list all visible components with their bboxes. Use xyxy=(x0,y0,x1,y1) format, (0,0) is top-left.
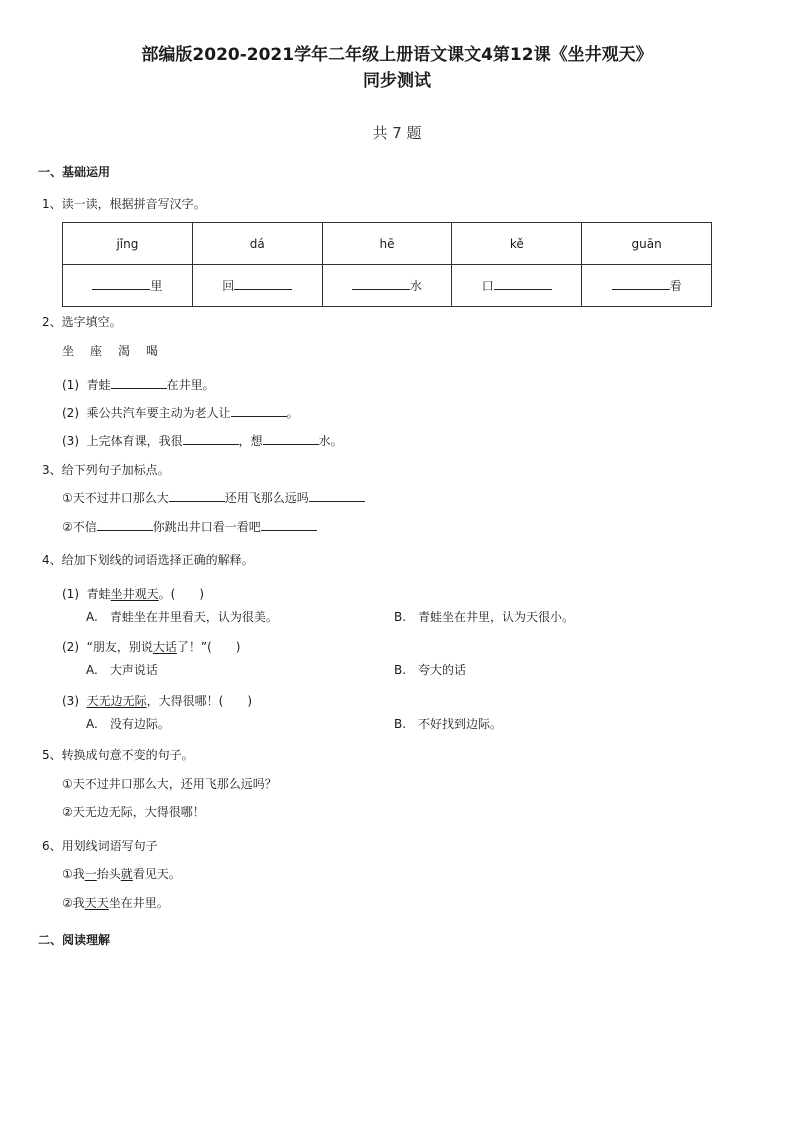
item-text: 青蛙 xyxy=(86,587,111,601)
pinyin-table xyxy=(62,222,712,307)
question-count: 共 7 题 xyxy=(372,124,422,142)
section-title-reading: 二、阅读理解 xyxy=(38,933,111,947)
item-text: 乘公共汽车要主动为老人让 xyxy=(86,406,231,420)
underlined-word: 一 xyxy=(84,867,97,881)
item-text: 了！”( ) xyxy=(176,640,241,654)
fill-blank[interactable] xyxy=(169,490,225,502)
item-number: (1) xyxy=(62,587,79,601)
item-text: 。( ) xyxy=(158,587,205,601)
underlined-phrase: 天无边无际 xyxy=(86,694,147,708)
answer-char: 里 xyxy=(150,279,163,293)
pinyin-cell: hē xyxy=(322,223,452,265)
section-title-basic: 一、基础运用 xyxy=(38,165,111,179)
question-3-prompt: 3、给下列句子加标点。 xyxy=(42,463,170,477)
pinyin-cell: dá xyxy=(192,223,322,265)
item-text: 坐在井里。 xyxy=(108,896,169,910)
question-6-prompt: 6、用划线词语写句子 xyxy=(42,839,158,853)
pinyin-cell: guān xyxy=(582,223,712,265)
answer-cell[interactable] xyxy=(192,265,322,307)
question-4-item-3 xyxy=(62,692,252,709)
item-text: 上完体育课，我很 xyxy=(86,434,183,448)
item-text: 抬头 xyxy=(96,867,121,881)
question-4-prompt: 4、给加下划线的词语选择正确的解释。 xyxy=(42,553,254,567)
underlined-word: 就 xyxy=(120,867,133,881)
question-1-prompt: 1、读一读，根据拼音写汉字。 xyxy=(42,197,206,211)
item-text: “朋友，别说 xyxy=(86,640,153,654)
answer-cell[interactable] xyxy=(322,265,452,307)
option-b[interactable]: B. 青蛙坐在井里，认为天很小。 xyxy=(394,610,575,624)
question-2-item-1 xyxy=(62,376,215,393)
answer-blank[interactable] xyxy=(234,278,292,290)
underlined-phrase: 大话 xyxy=(152,640,177,654)
question-4-item-2 xyxy=(62,638,240,655)
item-text: 青蛙 xyxy=(86,378,111,392)
answer-blank[interactable] xyxy=(612,278,670,290)
answer-char: 水 xyxy=(409,279,422,293)
answer-cell[interactable] xyxy=(63,265,193,307)
underlined-word: 天天 xyxy=(84,896,109,910)
option-a[interactable]: A. 大声说话 xyxy=(86,663,158,677)
item-text: ①天不过井口那么大 xyxy=(62,491,169,505)
option-a[interactable]: A. 青蛙坐在井里看天，认为很美。 xyxy=(86,610,278,624)
fill-blank[interactable] xyxy=(111,377,167,389)
fill-blank[interactable] xyxy=(309,490,365,502)
item-number: (3) xyxy=(62,694,79,708)
question-3-item-2 xyxy=(62,518,317,535)
item-number: (2) xyxy=(62,640,79,654)
answer-char: 回 xyxy=(222,279,235,293)
page-subtitle: 同步测试 xyxy=(363,71,431,91)
answer-cell[interactable] xyxy=(452,265,582,307)
option-b[interactable]: B. 夸大的话 xyxy=(394,663,467,677)
answer-blank[interactable] xyxy=(352,278,410,290)
question-4-item-1 xyxy=(62,585,204,602)
item-text: 你跳出井口看一看吧 xyxy=(152,520,261,534)
question-5-item-1: ①天不过井口那么大，还用飞那么远吗？ xyxy=(62,777,277,791)
question-6-item-2 xyxy=(62,894,169,911)
item-text: 。 xyxy=(286,406,299,420)
fill-blank[interactable] xyxy=(261,519,317,531)
answer-blank[interactable] xyxy=(92,278,150,290)
fill-blank[interactable] xyxy=(183,433,239,445)
answer-cell[interactable] xyxy=(582,265,712,307)
item-text: 在井里。 xyxy=(166,378,215,392)
item-text: 看见天。 xyxy=(132,867,181,881)
question-5-item-2: ②天无边无际，大得很哪！ xyxy=(62,805,205,819)
item-text: ②我 xyxy=(62,896,85,910)
pinyin-cell: kě xyxy=(452,223,582,265)
question-6-item-1 xyxy=(62,865,181,882)
item-number: (1) xyxy=(62,378,79,392)
answer-row xyxy=(63,265,712,307)
answer-char: 口 xyxy=(481,279,494,293)
item-number: (3) xyxy=(62,434,79,448)
item-text: ②不信 xyxy=(62,520,97,534)
question-3-item-1 xyxy=(62,489,365,506)
pinyin-row xyxy=(63,223,712,265)
option-b[interactable]: B. 不好找到边际。 xyxy=(394,717,503,731)
fill-blank[interactable] xyxy=(97,519,153,531)
underlined-phrase: 坐井观天 xyxy=(110,587,159,601)
item-text: ①我 xyxy=(62,867,85,881)
option-a[interactable]: A. 没有边际。 xyxy=(86,717,170,731)
char-choices: 坐 座 渴 喝 xyxy=(62,344,161,358)
fill-blank[interactable] xyxy=(263,433,319,445)
question-5-prompt: 5、转换成句意不变的句子。 xyxy=(42,748,194,762)
item-text: ，大得很哪！( ) xyxy=(146,694,253,708)
pinyin-cell: jǐng xyxy=(63,223,193,265)
question-2-prompt: 2、选字填空。 xyxy=(42,315,122,329)
question-2-item-3 xyxy=(62,432,343,449)
item-text: 水。 xyxy=(318,434,343,448)
fill-blank[interactable] xyxy=(231,405,287,417)
item-text: ，想 xyxy=(238,434,263,448)
item-number: (2) xyxy=(62,406,79,420)
item-text: 还用飞那么远吗 xyxy=(224,491,309,505)
answer-char: 看 xyxy=(669,279,682,293)
question-2-item-2 xyxy=(62,404,299,421)
page-title: 部编版2020-2021学年二年级上册语文课文4第12课《坐井观天》 xyxy=(141,45,653,65)
answer-blank[interactable] xyxy=(494,278,552,290)
